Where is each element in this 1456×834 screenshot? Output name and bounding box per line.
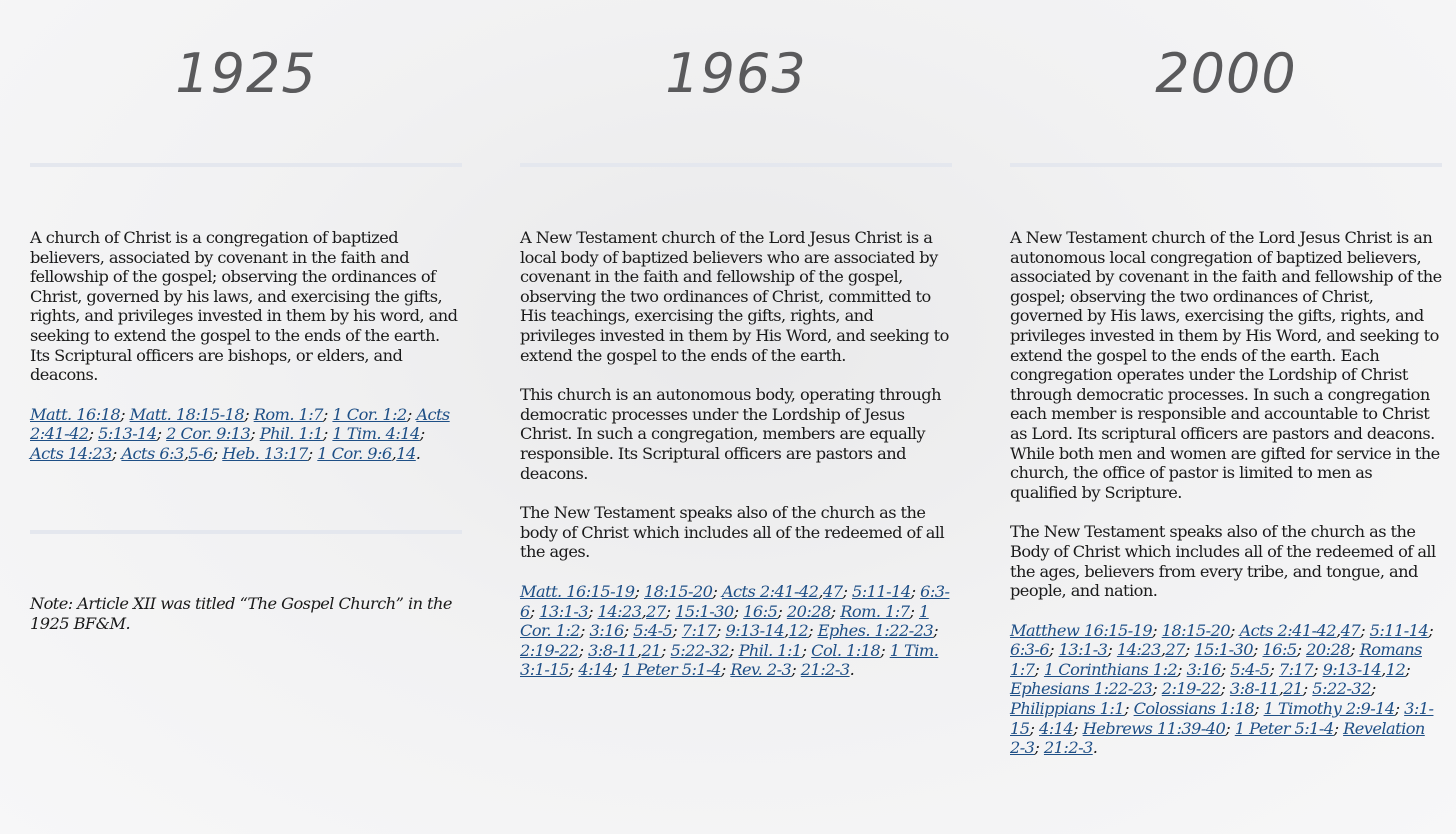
scripture-link[interactable]: 6:3-6 (520, 581, 950, 621)
scripture-link[interactable]: Matthew 16:15-19 (1010, 620, 1153, 640)
scripture-link[interactable]: 21:2-3 (1043, 738, 1093, 758)
divider (1010, 163, 1442, 167)
year-heading: 1925 (175, 42, 317, 105)
scripture-link[interactable]: 18:15-20 (644, 581, 713, 601)
scripture-link[interactable]: Phil. 1:1 (738, 640, 802, 660)
scripture-link[interactable]: 5:22-32 (670, 640, 730, 660)
article-paragraph: The New Testament speaks also of the church as the Body of Christ which includes all of the redeemed of all the ages, believers from every tribe, and tongue, and people, and nation. (1010, 522, 1436, 601)
scripture-link[interactable]: 3:1-15 (1010, 699, 1434, 738)
scripture-link[interactable]: 13:1-3 (1058, 640, 1108, 660)
scripture-link[interactable]: 1 Tim. 4:14 (332, 424, 420, 444)
scripture-link[interactable]: Matt. 16:18 (30, 404, 121, 424)
scripture-link[interactable]: 2 Cor. 9:13 (166, 424, 251, 444)
scripture-link[interactable]: Acts 2:41-42 (721, 581, 819, 601)
scripture-link[interactable]: 3:16 (1186, 659, 1221, 679)
scripture-link[interactable]: 1 Tim. 3:1-15 (520, 640, 939, 680)
scripture-link[interactable]: 3:16 (589, 621, 624, 641)
scripture-references: Matt. 16:18; Matt. 18:15-18; Rom. 1:7; 1 Cor. 1:2; Acts 2:41-42; 5:13-14; 2 Cor. 9:13; Phil. 1:1; 1 Tim. 4:14; Acts 14:23; Acts 6:3,5-6; Heb. 13:17; 1 Cor. 9:6,14. (30, 404, 450, 463)
scripture-link[interactable]: 7:17 (1278, 659, 1314, 679)
scripture-link[interactable]: 18:15-20 (1161, 620, 1230, 640)
scripture-link[interactable]: 21 (641, 640, 662, 660)
scripture-link[interactable]: Acts 2:41-42 (1239, 620, 1337, 640)
scripture-link[interactable]: Rom. 1:7 (253, 404, 323, 424)
scripture-link[interactable]: 14:23 (1116, 640, 1161, 660)
scripture-link[interactable]: 2:19-22 (520, 640, 579, 660)
scripture-link[interactable]: 16:5 (743, 601, 778, 621)
scripture-link[interactable]: Ephesians 1:22-23 (1010, 679, 1153, 699)
scripture-link[interactable]: 1 Timothy 2:9-14 (1263, 699, 1395, 719)
scripture-link[interactable]: 1 Cor. 1:2 (520, 601, 929, 641)
divider (30, 530, 462, 534)
article-body (30, 228, 462, 484)
scripture-link[interactable]: Colossians 1:18 (1133, 699, 1255, 719)
scripture-link[interactable]: 9:13-14 (725, 621, 785, 641)
scripture-link[interactable]: Romans 1:7 (1010, 640, 1422, 679)
article-paragraph: A New Testament church of the Lord Jesus Christ is an autonomous local congregation of baptized believers, associated by covenant in the faith and fellowship of the gospel; observing the two ordinances of Christ, governed by His laws, exercising the gifts, rights, and privileges invested in them by His Word, and seeking to extend the gospel to the ends of the earth. Each congregation operates under the Lordship of Christ through democratic processes. In such a congregation each member is responsible and accountable to Christ as Lord. Its scriptural officers are pastors and deacons. While both men and women are gifted for service in the church, the office of pastor is limited to men as qualified by Scripture. (1010, 228, 1442, 502)
scripture-link[interactable]: 20:28 (786, 601, 831, 621)
scripture-link[interactable]: 12 (788, 621, 809, 641)
scripture-link[interactable]: Rom. 1:7 (840, 601, 910, 621)
scripture-link[interactable]: 15:1-30 (1194, 640, 1253, 660)
scripture-link[interactable]: Matt. 18:15-18 (129, 404, 245, 424)
scripture-link[interactable]: 1 Cor. 1:2 (332, 404, 407, 424)
scripture-link[interactable]: 27 (646, 601, 666, 621)
scripture-link[interactable]: 2:19-22 (1161, 679, 1221, 699)
article-paragraph: This church is an autonomous body, operating through democratic processes under the Lordship of Jesus Christ. In such a congregation, members are equally responsible. Its Scriptural officers are pastors and deacons. (520, 385, 941, 483)
scripture-link[interactable]: 27 (1165, 640, 1185, 660)
scripture-link[interactable]: 1 Corinthians 1:2 (1043, 659, 1178, 679)
year-heading: 2000 (1155, 42, 1297, 105)
scripture-link[interactable]: 3:8-11 (588, 640, 637, 660)
scripture-link[interactable]: 47 (823, 581, 843, 601)
scripture-references: Matthew 16:15-19; 18:15-20; Acts 2:41-42,47; 5:11-14; 6:3-6; 13:1-3; 14:23,27; 15:1-30; 16:5; 20:28; Romans 1:7; 1 Corinthians 1:2; 3:16; 5:4-5; 7:17; 9:13-14,12; Ephesians 1:22-23; 2:19-22; 3:8-11,21; 5:22-32; Philippians 1:1; Colossians 1:18; 1 Timothy 2:9-14; 3:1-15; 4:14; Hebrews 11:39-40; 1 Peter 5:1-4; Revelation 2-3; 21:2-3. (1010, 620, 1434, 758)
scripture-link[interactable]: 13:1-3 (539, 601, 589, 621)
divider (30, 163, 462, 167)
scripture-link[interactable]: Matt. 16:15-19 (520, 581, 635, 601)
scripture-link[interactable]: 5:11-14 (1369, 620, 1429, 640)
scripture-link[interactable]: 1 Peter 5:1-4 (621, 660, 721, 680)
scripture-link[interactable]: 5:13-14 (98, 424, 157, 444)
scripture-link[interactable]: Revelation 2-3 (1010, 718, 1425, 758)
scripture-link[interactable]: Ephes. 1:22-23 (817, 621, 934, 641)
scripture-link[interactable]: 47 (1340, 620, 1361, 640)
scripture-link[interactable]: Philippians 1:1 (1010, 699, 1125, 719)
scripture-link[interactable]: 5:22-32 (1312, 679, 1371, 699)
note: Note: Article XII was titled “The Gospel Church” in the 1925 BF&M. (30, 594, 452, 633)
scripture-link[interactable]: 6:3-6 (1010, 640, 1050, 660)
scripture-link[interactable]: 4:14 (1039, 718, 1074, 738)
scripture-link[interactable]: 3:8-11 (1229, 679, 1279, 699)
scripture-link[interactable]: Rev. 2-3 (730, 660, 792, 680)
scripture-link[interactable]: 21 (1283, 679, 1303, 699)
scripture-link[interactable]: 4:14 (578, 660, 613, 680)
scripture-link[interactable]: Acts 6:3 (121, 443, 184, 463)
scripture-link[interactable]: 14 (396, 443, 416, 463)
scripture-link[interactable]: 12 (1385, 659, 1406, 679)
article-body (1010, 228, 1442, 778)
year-heading: 1963 (665, 42, 807, 105)
article-paragraph: A church of Christ is a congregation of baptized believers, associated by covenant in the faith and fellowship of the gospel; observing the ordinances of Christ, governed by his laws, and exercising the gifts, rights, and privileges invested in them by his word, and seeking to extend the gospel to the ends of the earth. Its Scriptural officers are bishops, or elders, and deacons. (30, 228, 458, 385)
scripture-link[interactable]: 9:13-14 (1322, 659, 1382, 679)
scripture-link[interactable]: Phil. 1:1 (259, 424, 323, 444)
scripture-link[interactable]: 7:17 (681, 621, 716, 641)
scripture-link[interactable]: 15:1-30 (675, 601, 734, 621)
scripture-link[interactable]: Acts 14:23 (30, 443, 112, 463)
scripture-link[interactable]: 5-6 (188, 443, 213, 463)
scripture-link[interactable]: 16:5 (1262, 640, 1297, 660)
scripture-link[interactable]: Acts 2:41-42 (30, 404, 450, 444)
scripture-link[interactable]: 14:23 (597, 601, 642, 621)
scripture-link[interactable]: Hebrews 11:39-40 (1082, 718, 1226, 738)
scripture-link[interactable]: 1 Cor. 9:6 (317, 443, 392, 463)
scripture-link[interactable]: 20:28 (1306, 640, 1351, 660)
scripture-link[interactable]: 5:11-14 (852, 581, 911, 601)
scripture-link[interactable]: Col. 1:18 (811, 640, 881, 660)
article-paragraph: The New Testament speaks also of the church as the body of Christ which includes all of the redeemed of all the ages. (520, 503, 945, 562)
article-body (520, 228, 952, 700)
scripture-references: Matt. 16:15-19; 18:15-20; Acts 2:41-42,47; 5:11-14; 6:3-6; 13:1-3; 14:23,27; 15:1-30; 16:5; 20:28; Rom. 1:7; 1 Cor. 1:2; 3:16; 5:4-5; 7:17; 9:13-14,12; Ephes. 1:22-23; 2:19-22; 3:8-11,21; 5:22-32; Phil. 1:1; Col. 1:18; 1 Tim. 3:1-15; 4:14; 1 Peter 5:1-4; Rev. 2-3; 21:2-3. (520, 581, 950, 680)
divider (520, 163, 952, 167)
scripture-link[interactable]: 1 Peter 5:1-4 (1234, 718, 1334, 738)
article-paragraph: A New Testament church of the Lord Jesus Christ is a local body of baptized believers who are associated by covenant in the faith and fellowship of the gospel, observing the two ordinances of Christ, committed to His teachings, exercising the gifts, rights, and privileges invested in them by His Word, and seeking to extend the gospel to the ends of the earth. (520, 228, 949, 365)
scripture-link[interactable]: 5:4-5 (1230, 659, 1270, 679)
scripture-link[interactable]: 5:4-5 (633, 621, 673, 641)
scripture-link[interactable]: 21:2-3 (800, 660, 850, 680)
scripture-link[interactable]: Heb. 13:17 (222, 443, 308, 463)
